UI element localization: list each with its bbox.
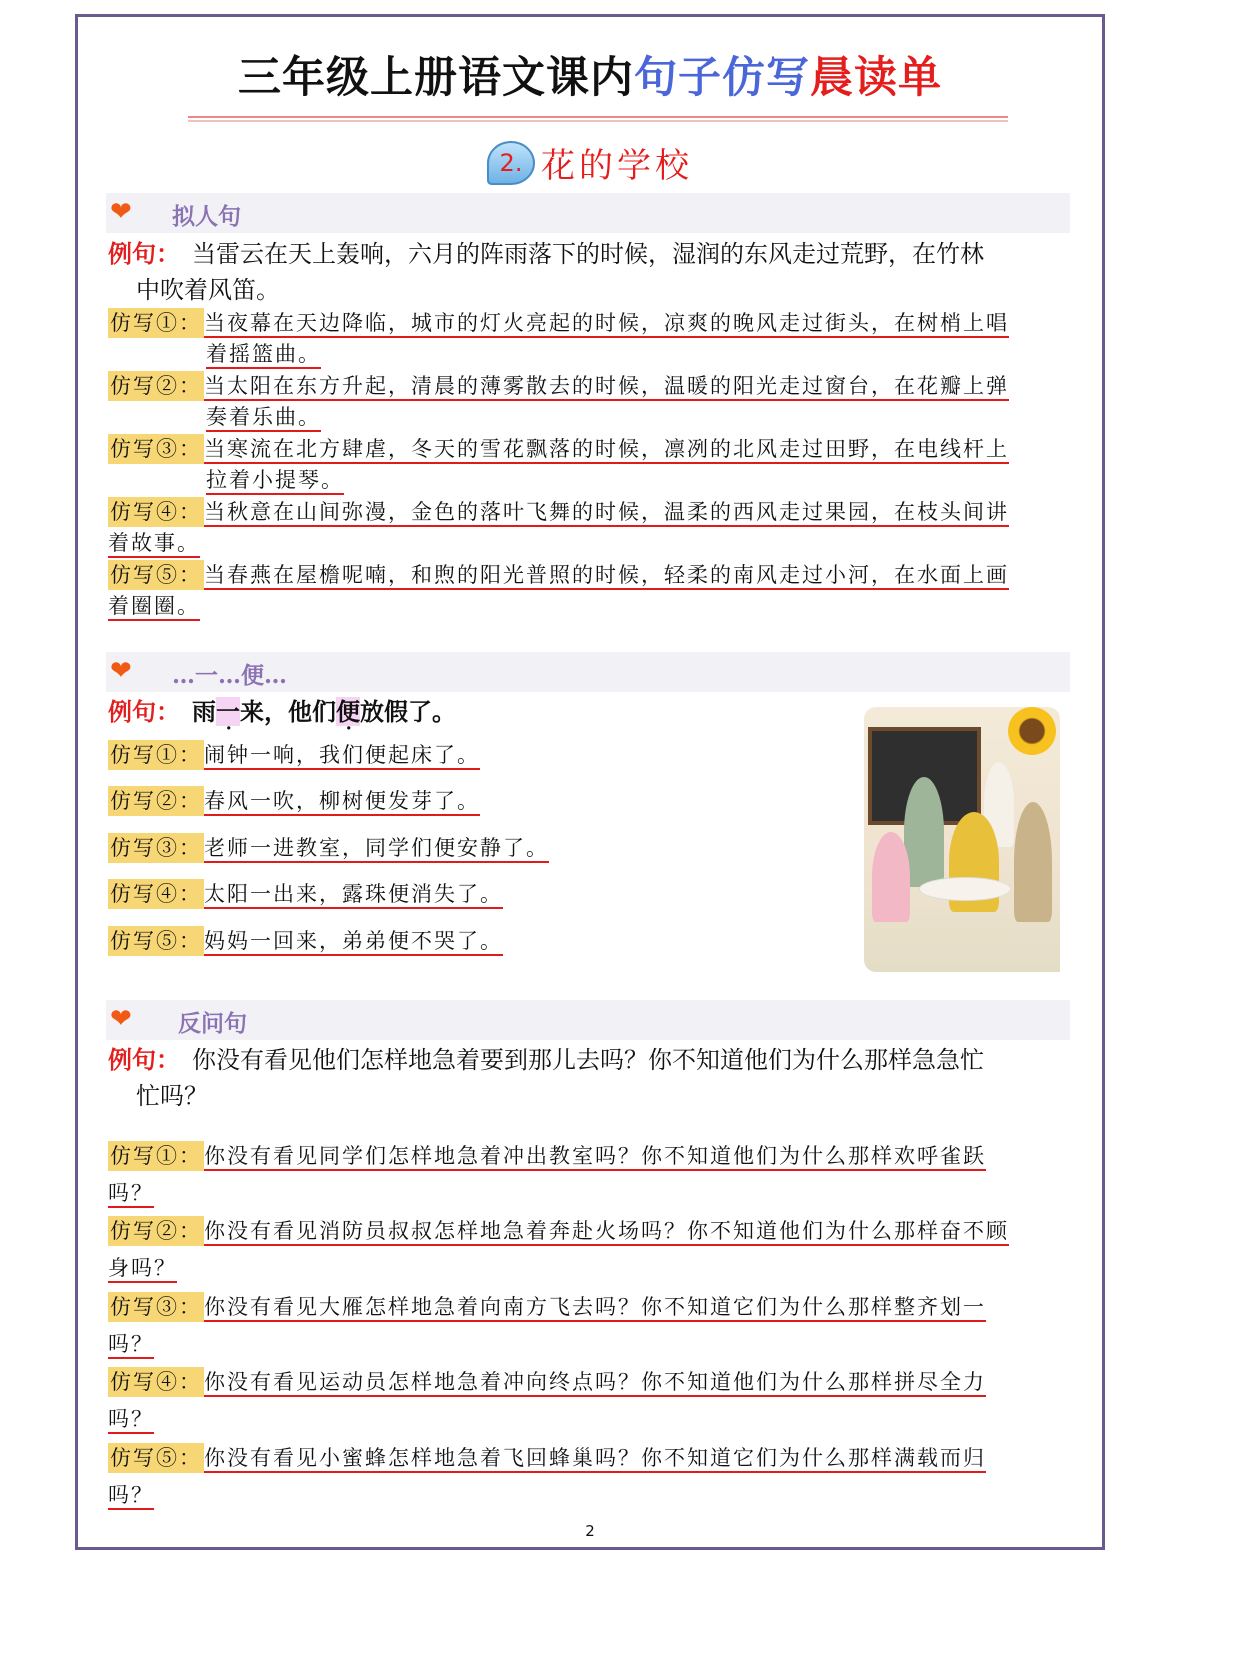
imitation-row (108, 833, 549, 864)
example-sentence (108, 236, 1068, 308)
imitation-row (108, 786, 480, 817)
imitation-label: 仿写⑤： (108, 926, 204, 956)
example-text: 放假了。 (360, 697, 456, 726)
page-title (0, 44, 1180, 105)
imitation-row (108, 926, 503, 957)
imitation-label: 仿写②： (108, 786, 204, 816)
imitation-label: 仿写①： (108, 1141, 204, 1171)
imitation-text: 着摇篮曲。 (206, 342, 321, 369)
highlight-word: 一 (216, 697, 240, 726)
example-sentence (108, 1042, 1068, 1114)
title-part-3: 晨读单 (810, 53, 942, 103)
imitation-text: 吗？ (108, 1332, 154, 1359)
heart-icon: ❤ (110, 197, 132, 227)
imitation-label: 仿写①： (108, 308, 204, 338)
imitation-label: 仿写②： (108, 371, 204, 401)
teacher-figure (904, 777, 944, 887)
imitation-row (108, 1141, 986, 1209)
imitation-row (108, 1216, 1009, 1284)
imitation-text: 当春燕在屋檐呢喃，和煦的阳光普照的时候，轻柔的南风走过小河，在水面上画 (204, 563, 1009, 590)
imitation-label: 仿写④： (108, 1367, 204, 1397)
title-part-2: 句子仿写 (634, 53, 810, 103)
page-number: 2 (585, 1522, 595, 1540)
imitation-label: 仿写⑤： (108, 1443, 204, 1473)
imitation-text: 太阳一出来，露珠便消失了。 (204, 882, 503, 909)
imitation-row (108, 308, 1009, 370)
section-title: 反问句 (178, 1010, 247, 1037)
sunflower (1008, 707, 1056, 755)
section-header-personification (106, 193, 1070, 233)
imitation-row (108, 879, 503, 910)
example-text: 来，他们 (240, 697, 336, 726)
example-text: 你没有看见他们怎样地急着要到那儿去吗？你不知道他们为什么那样急急忙 (192, 1046, 984, 1074)
imitation-text: 奏着乐曲。 (206, 405, 321, 432)
imitation-label: 仿写①： (108, 740, 204, 770)
heart-icon: ❤ (110, 1004, 132, 1034)
imitation-row (108, 371, 1009, 433)
imitation-label: 仿写③： (108, 434, 204, 464)
section-header-yi-bian (106, 652, 1070, 692)
imitation-label: 仿写④： (108, 879, 204, 909)
imitation-row (108, 497, 1009, 559)
imitation-row (108, 560, 1009, 622)
heart-icon: ❤ (110, 656, 132, 686)
imitation-label: 仿写⑤： (108, 560, 204, 590)
imitation-text: 你没有看见大雁怎样地急着向南方飞去吗？你不知道它们为什么那样整齐划一 (204, 1295, 986, 1322)
example-text: 雨 (192, 697, 216, 726)
child-figure (872, 832, 910, 922)
imitation-row (108, 1443, 986, 1511)
imitation-text: 当太阳在东方升起，清晨的薄雾散去的时候，温暖的阳光走过窗台，在花瓣上弹 (204, 374, 1009, 401)
example-text: 当雷云在天上轰响，六月的阵雨落下的时候，湿润的东风走过荒野，在竹林 (192, 240, 984, 268)
lesson-number-badge: 2. (487, 141, 535, 185)
lesson-name: 花的学校 (541, 146, 693, 186)
classroom-illustration (864, 707, 1060, 972)
imitation-text: 你没有看见运动员怎样地急着冲向终点吗？你不知道他们为什么那样拼尽全力 (204, 1370, 986, 1397)
imitation-text: 拉着小提琴。 (206, 468, 344, 495)
child-figure (1014, 802, 1052, 922)
example-label: 例句： (108, 1045, 180, 1074)
imitation-text: 当夜幕在天边降临，城市的灯火亮起的时候，凉爽的晚风走过街头，在树梢上唱 (204, 311, 1009, 338)
imitation-label: 仿写③： (108, 1292, 204, 1322)
imitation-text: 你没有看见同学们怎样地急着冲出教室吗？你不知道他们为什么那样欢呼雀跃 (204, 1144, 986, 1171)
imitation-text: 吗？ (108, 1407, 154, 1434)
imitation-label: 仿写③： (108, 833, 204, 863)
imitation-text: 着圈圈。 (108, 594, 200, 621)
imitation-text: 春风一吹，柳树便发芽了。 (204, 789, 480, 816)
imitation-label: 仿写②： (108, 1216, 204, 1246)
highlight-word: 便 (336, 697, 360, 726)
imitation-row (108, 1292, 986, 1360)
imitation-text: 吗？ (108, 1181, 154, 1208)
imitation-row (108, 434, 1009, 496)
example-text: 忙吗？ (136, 1082, 208, 1110)
example-text: 中吹着风笛。 (136, 276, 280, 304)
imitation-row (108, 740, 480, 771)
section-header-rhetorical-question (106, 1000, 1070, 1040)
imitation-label: 仿写④： (108, 497, 204, 527)
example-label: 例句： (108, 697, 180, 726)
lesson-heading (0, 138, 1180, 187)
title-part-1: 三年级上册语文课内 (238, 53, 634, 103)
imitation-text: 闹钟一响，我们便起床了。 (204, 743, 480, 770)
imitation-text: 吗？ (108, 1483, 154, 1510)
section-title: …一…便… (172, 662, 287, 689)
title-divider (188, 116, 1008, 118)
imitation-text: 你没有看见消防员叔叔怎样地急着奔赴火场吗？你不知道他们为什么那样奋不顾 (204, 1219, 1009, 1246)
imitation-text: 老师一进教室，同学们便安静了。 (204, 836, 549, 863)
section-title: 拟人句 (172, 203, 241, 230)
imitation-text: 身吗？ (108, 1256, 177, 1283)
imitation-text: 你没有看见小蜜蜂怎样地急着飞回蜂巢吗？你不知道它们为什么那样满载而归 (204, 1446, 986, 1473)
imitation-text: 妈妈一回来，弟弟便不哭了。 (204, 929, 503, 956)
imitation-text: 当秋意在山间弥漫，金色的落叶飞舞的时候，温柔的西风走过果园，在枝头间讲 (204, 500, 1009, 527)
imitation-text: 当寒流在北方肆虐，冬天的雪花飘落的时候，凛冽的北风走过田野，在电线杆上 (204, 437, 1009, 464)
example-label: 例句： (108, 239, 180, 268)
imitation-row (108, 1367, 986, 1435)
imitation-text: 着故事。 (108, 531, 200, 558)
table (919, 877, 1011, 901)
